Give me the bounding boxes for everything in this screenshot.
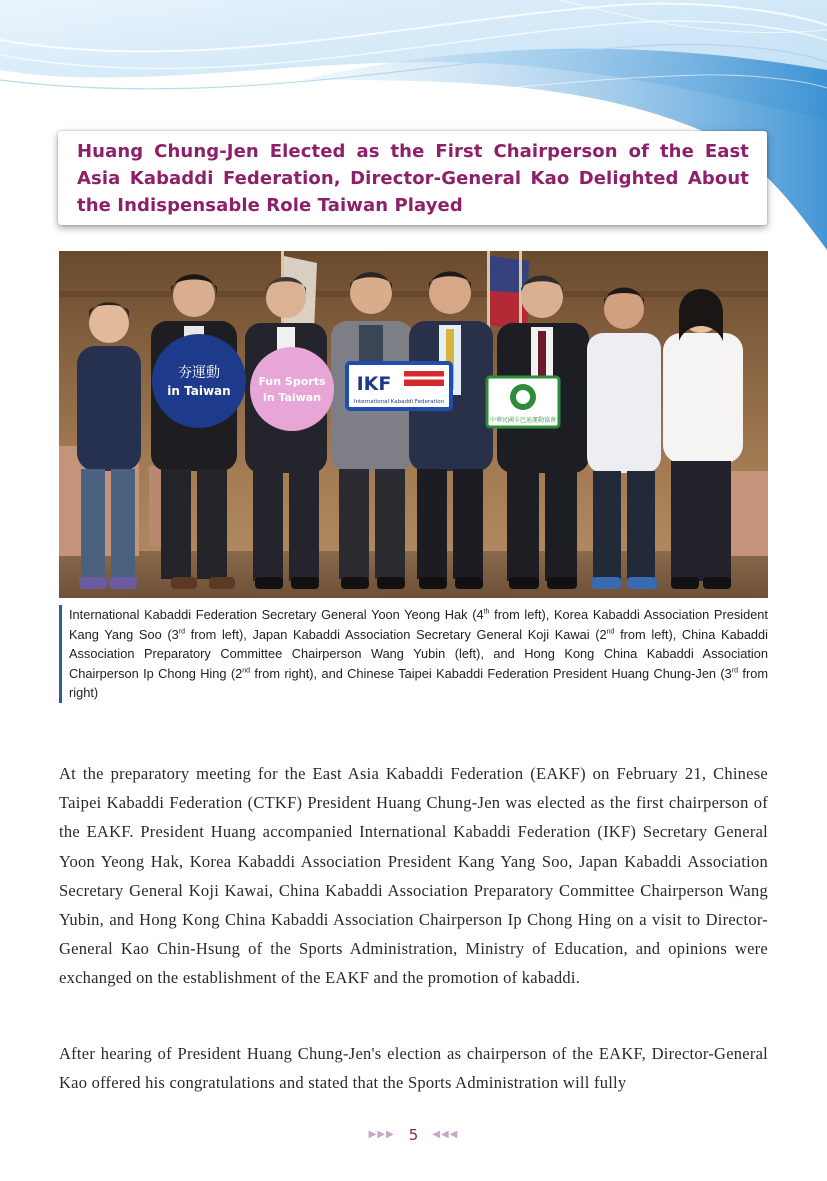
photo-caption-text	[69, 605, 768, 703]
sign-pink-circle	[250, 347, 334, 431]
article-title: Huang Chung-Jen Elected as the First Chairperson of the East Asia Kabaddi Federation, Director-General Kao Delighted About the Indispensable Role Taiwan Played	[77, 141, 749, 216]
caption-segment: from left), Japan Kabaddi Association Secretary General Koji Kawai (2	[185, 626, 607, 642]
caption-ordinal: rd	[731, 667, 739, 675]
photo-caption	[59, 605, 768, 703]
caption-segment: International Kabaddi Federation Secretary General Yoon Yeong Hak (4	[69, 607, 484, 622]
sign-pink-text-line2: in Taiwan	[262, 391, 322, 404]
body-paragraph-1: At the preparatory meeting for the East Asia Kabaddi Federation (EAKF) on February 21, Chinese Taipei Kabaddi Federation (CTKF) President Huang Chung-Jen was elected as the first chairperson of the EAKF. President Huang accompanied International Kabaddi Federation (IKF) Secretary General Yoon Yeong Hak, Korea Kabaddi Association President Kang Yang Soo, Japan Kabaddi Association Secretary General Koji Kawai, China Kabaddi Association Preparatory Committee Chairperson Wang Yubin, and Hong Kong China Kabaddi Association Chairperson Ip Chong Hing on a visit to Director-General Kao Chin-Hsung of the Sports Administration, Ministry of Education, and opinions were exchanged on the establishment of the EAKF and the promotion of kabaddi.	[59, 764, 768, 988]
caption-ordinal: th	[483, 608, 490, 616]
caption-ordinal: rd	[178, 628, 185, 636]
caption-segment: from right), and Chinese Taipei Kabaddi Federation President Huang Chung-Jen (3	[250, 665, 732, 681]
sign-ikf-logo-text: IKF	[356, 373, 392, 395]
caption-segment: from left), China Kabaddi Association Preparatory Committee Chairperson Wang Yubin (left), and Hong Kong China Kabaddi Association Chairperson Ip Chong Hing (2	[69, 626, 769, 681]
sign-navy-text-line1: 夯運動	[178, 365, 220, 381]
sign-ikf	[347, 363, 451, 409]
title-banner	[58, 131, 767, 225]
caption-segment: from right)	[69, 665, 768, 700]
group-photo	[59, 251, 768, 598]
caption-segment: from left), Korea Kabaddi Association President Kang Yang Soo (3	[69, 607, 768, 642]
body-paragraph-2: After hearing of President Huang Chung-Jen's election as chairperson of the EAKF, Director-General Kao offered his congratulations and stated that the Sports Administration will fully	[59, 1044, 768, 1093]
group-photo-illustration	[59, 251, 768, 598]
page-number: 5	[408, 1125, 419, 1144]
sign-navy-text-line2: in Taiwan	[167, 384, 231, 398]
sign-pink-text-line1: Fun Sports	[258, 375, 326, 388]
sign-ctkf	[487, 377, 559, 427]
sign-ikf-caption: International Kabaddi Federation	[353, 399, 445, 405]
caption-ordinal: nd	[242, 667, 251, 675]
right-arrows-icon: ▶▶▶	[368, 1129, 395, 1140]
left-arrows-icon: ◀◀◀	[432, 1129, 459, 1140]
page-footer	[0, 1124, 827, 1144]
sign-ctkf-caption: 中華民國卡巴迪運動協會	[489, 417, 557, 424]
sign-navy-circle	[152, 334, 246, 428]
caption-ordinal: nd	[606, 628, 615, 636]
